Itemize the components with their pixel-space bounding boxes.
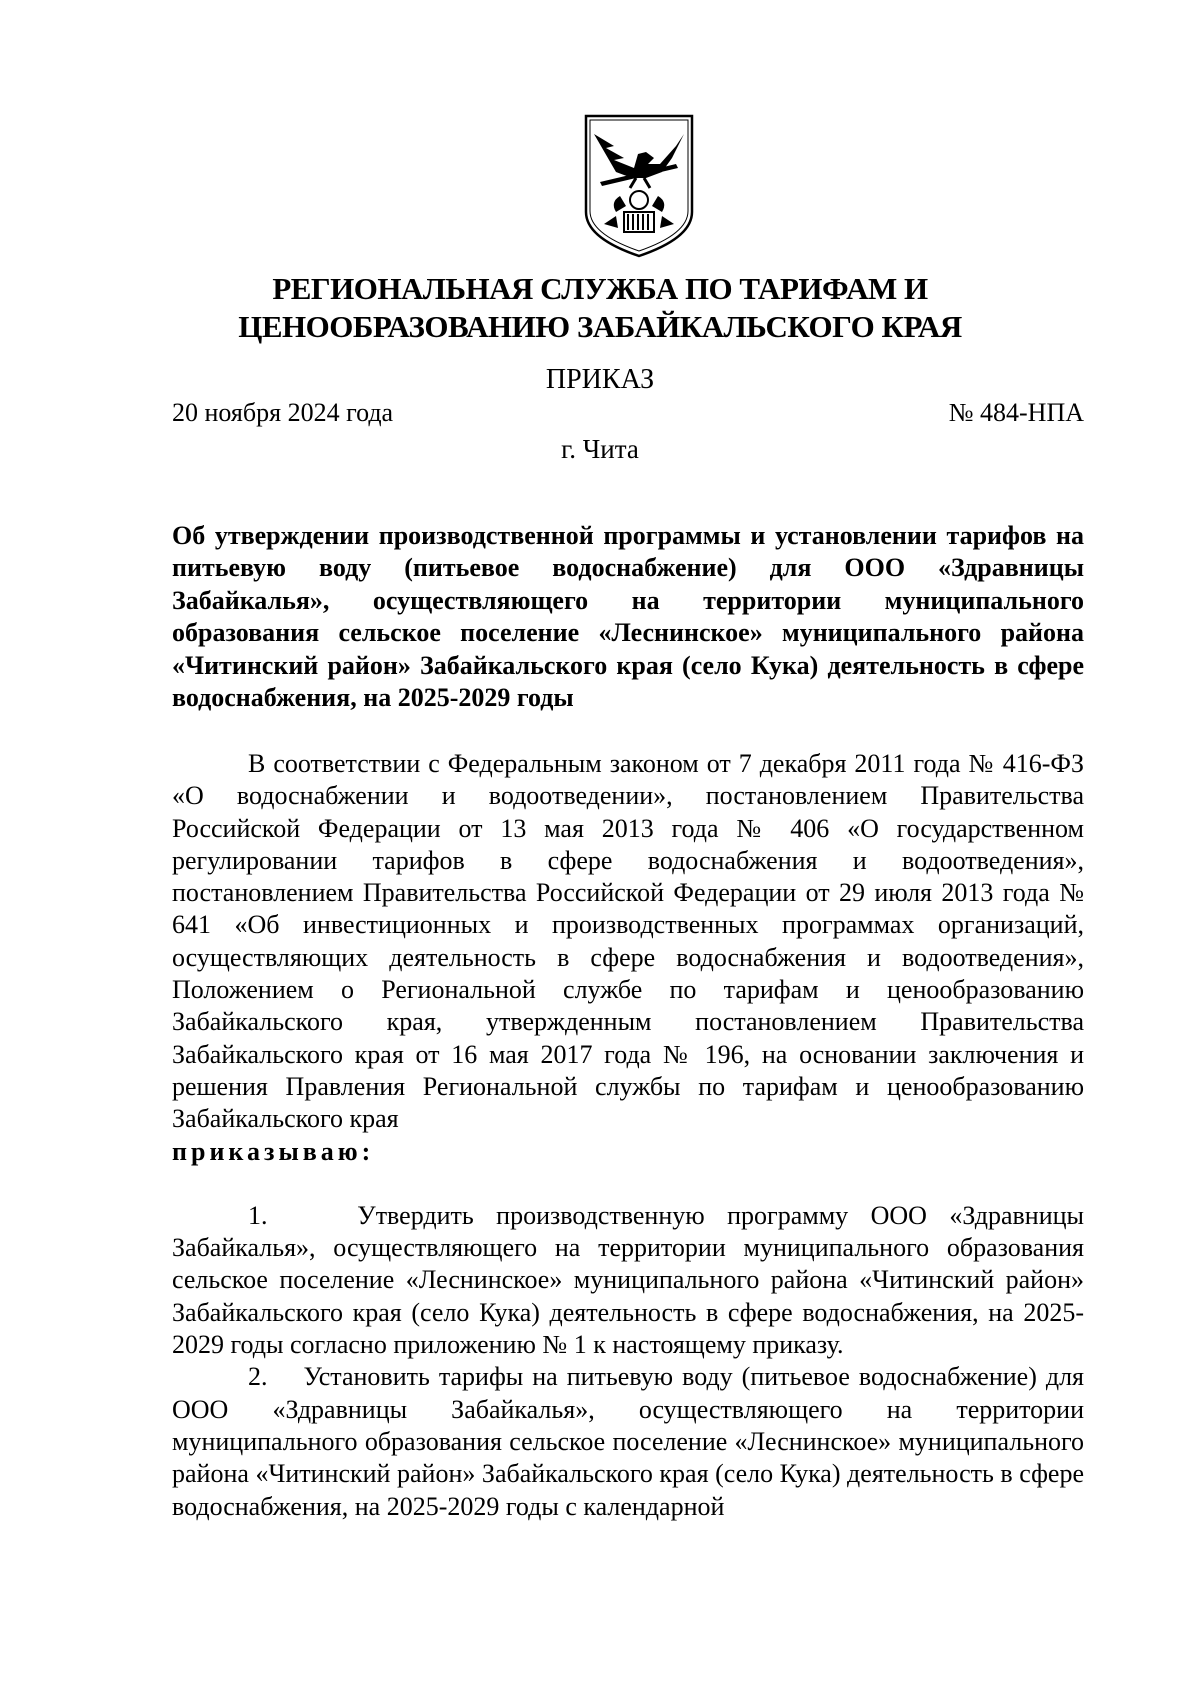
organization-name-line1: РЕГИОНАЛЬНАЯ СЛУЖБА ПО ТАРИФАМ И [272, 271, 928, 306]
document-title: Об утверждении производственной программы и установлении тарифов на питьевую воду (питьевое водоснабжение) для ООО «Здравницы Забайкалья», осуществляющего на территории муниципального образования сельское поселение «Леснинское» муниципального района «Читинский район» Забайкальского края (село Кука) деятельность в сфере водоснабжения, на 2025-2029 годы [172, 521, 1084, 713]
list-item [172, 1200, 1084, 1361]
organization-name-line2: ЦЕНООБРАЗОВАНИЮ ЗАБАЙКАЛЬСКОГО КРАЯ [238, 309, 962, 344]
document-date: 20 ноября 2024 года [172, 398, 394, 427]
document-type: ПРИКАЗ [545, 364, 655, 395]
list-item [172, 1361, 1084, 1522]
organization-name [160, 270, 1040, 346]
item-number: 2. [248, 1362, 268, 1392]
document-number: № 484-НПА [948, 398, 1084, 427]
item-number: 1. [248, 1200, 268, 1230]
item-text: Установить тарифы на питьевую воду (питьевое водоснабжение) для ООО «Здравницы Забайкалья», осуществляющего на территории муниципального образования сельское поселение «Леснинское» муниципального района «Читинский район» Забайкальского края (село Кука) деятельность в сфере водоснабжения, на 2025-2029 годы с календарной [172, 1362, 1085, 1521]
document-body [172, 748, 1084, 1523]
preamble-paragraph: В соответствии с Федеральным законом от 7 декабря 2011 года № 416-ФЗ «О водоснабжении и водоотведении», постановлением Правительства Российской Федерации от 13 мая 2013 года № 406 «О государственном регулировании тарифов в сфере водоснабжения и водоотведения», постановлением Правительства Российской Федерации от 29 июля 2013 года № 641 «Об инвестиционных и производственных программах организаций, осуществляющих деятельность в сфере водоснабжения и водоотведения», Положением о Региональной службе по тарифам и ценообразованию Забайкальского края, утвержденным постановлением Правительства Забайкальского края от 16 мая 2017 года № 196, на основании заключения и решения Правления Региональной службы по тарифам и ценообразованию Забайкальского края [172, 749, 1084, 1134]
decree-word: приказываю: [172, 1136, 375, 1166]
coat-of-arms-icon [580, 112, 698, 260]
item-text: Утвердить производственную программу ООО «Здравницы Забайкалья», осуществляющего на территории муниципального образования сельское поселение «Леснинское» муниципального района «Читинский район» Забайкальского края (село Кука) деятельность в сфере водоснабжения, на 2025-2029 годы согласно приложению № 1 к настоящему приказу. [172, 1200, 1084, 1360]
document-city: г. Чита [561, 434, 639, 464]
